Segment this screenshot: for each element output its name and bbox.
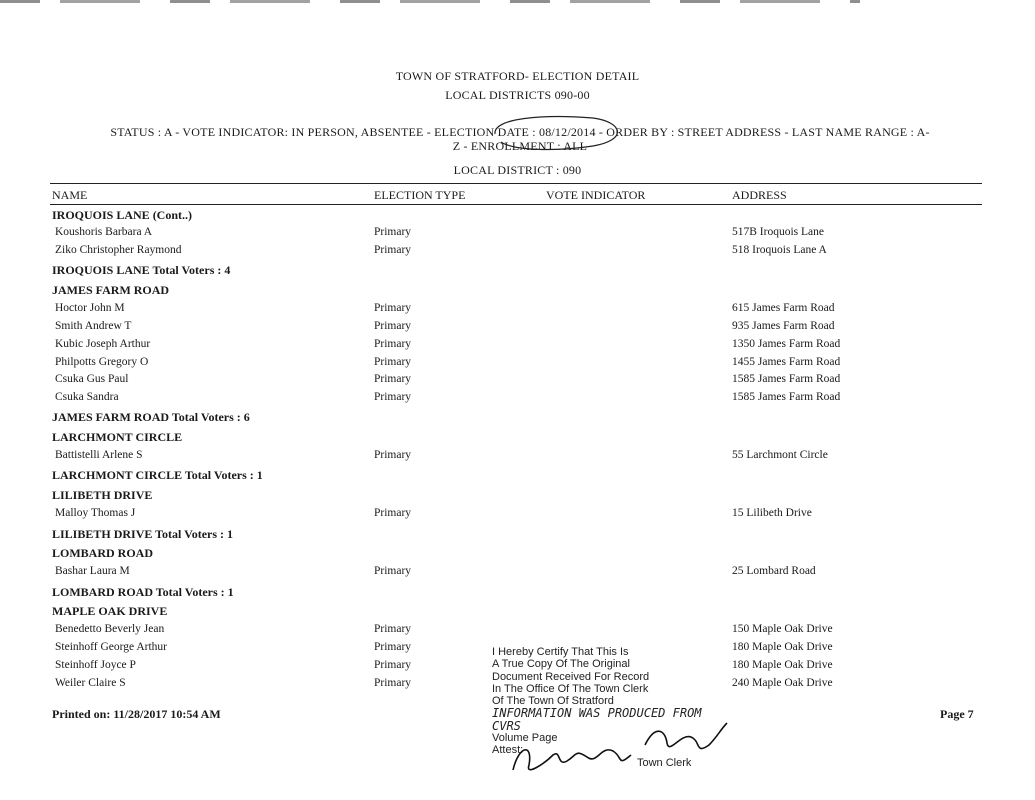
voter-address: 935 James Farm Road	[732, 320, 835, 332]
street-heading	[0, 430, 1035, 448]
table-row	[0, 391, 1035, 409]
handwritten-note: INFORMATION WAS PRODUCED FROM CVRS	[492, 706, 702, 733]
voter-name: Benedetto Beverly Jean	[55, 623, 165, 635]
voter-name: Bashar Laura M	[55, 565, 130, 577]
voter-address: 25 Lombard Road	[732, 565, 816, 577]
voter-address: 180 Maple Oak Drive	[732, 659, 833, 671]
total-voters: IROQUOIS LANE Total Voters : 4	[52, 263, 231, 277]
table-row	[0, 356, 1035, 374]
street-name: JAMES FARM ROAD	[52, 283, 170, 297]
voter-name: Weiler Claire S	[55, 677, 126, 689]
table-row	[0, 507, 1035, 525]
election-type: Primary	[374, 356, 412, 368]
voter-name: Battistelli Arlene S	[55, 449, 143, 461]
criteria-line-1: STATUS : A - VOTE INDICATOR: IN PERSON, ABSENTEE - ELECTION DATE : 08/12/2014 - ORDER BY : STREET ADDRESS - LAST NAME RANGE : A-	[110, 125, 930, 139]
table-row	[0, 244, 1035, 262]
election-type: Primary	[374, 565, 412, 577]
printed-on: Printed on: 11/28/2017 10:54 AM	[52, 707, 221, 721]
election-type: Primary	[374, 623, 412, 635]
street-name: MAPLE OAK DRIVE	[52, 604, 168, 618]
column-header-election-type: ELECTION TYPE	[374, 188, 466, 202]
stamp-line: Document Received For Record	[492, 670, 650, 683]
voter-name: Koushoris Barbara A	[55, 226, 153, 238]
table-row	[0, 449, 1035, 467]
voter-name: Csuka Gus Paul	[55, 373, 129, 385]
voter-name: Ziko Christopher Raymond	[55, 244, 182, 256]
street-name: LILIBETH DRIVE	[52, 488, 153, 502]
column-header-name: NAME	[52, 188, 88, 202]
table-row	[0, 338, 1035, 356]
total-voters: LILIBETH DRIVE Total Voters : 1	[52, 527, 234, 541]
town-clerk-label: Town Clerk	[637, 756, 692, 769]
total-voters: JAMES FARM ROAD Total Voters : 6	[52, 410, 250, 424]
voter-address: 240 Maple Oak Drive	[732, 677, 833, 689]
voter-name: Malloy Thomas J	[55, 507, 136, 519]
column-header-vote-indicator: VOTE INDICATOR	[546, 188, 646, 202]
election-type: Primary	[374, 391, 412, 403]
local-district-label: LOCAL DISTRICT : 090	[453, 163, 582, 177]
total-voters: LOMBARD ROAD Total Voters : 1	[52, 585, 234, 599]
total-voters: LARCHMONT CIRCLE Total Voters : 1	[52, 468, 263, 482]
voter-name: Hoctor John M	[55, 302, 125, 314]
voter-name: Kubic Joseph Arthur	[55, 338, 151, 350]
table-row	[0, 373, 1035, 391]
stamp-line: A True Copy Of The Original	[492, 658, 630, 671]
street-total	[0, 585, 1035, 603]
street-heading	[0, 283, 1035, 301]
header-rule-bottom	[50, 204, 982, 205]
street-total	[0, 410, 1035, 428]
voter-address: 1455 James Farm Road	[732, 356, 841, 368]
voter-address: 55 Larchmont Circle	[732, 449, 828, 461]
report-title: TOWN OF STRATFORD- ELECTION DETAIL	[395, 69, 640, 83]
election-type: Primary	[374, 244, 412, 256]
voter-address: 1585 James Farm Road	[732, 373, 841, 385]
street-total	[0, 468, 1035, 486]
street-heading	[0, 546, 1035, 564]
voter-address: 518 Iroquois Lane A	[732, 244, 827, 256]
voter-address: 517B Iroquois Lane	[732, 226, 824, 238]
stamp-line: Attest:	[492, 744, 524, 757]
street-heading	[0, 604, 1035, 622]
election-type: Primary	[374, 449, 412, 461]
election-type: Primary	[374, 302, 412, 314]
table-row	[0, 623, 1035, 641]
street-total	[0, 263, 1035, 281]
election-type: Primary	[374, 677, 412, 689]
street-name: LOMBARD ROAD	[52, 546, 153, 560]
street-heading	[0, 488, 1035, 506]
stamp-line: Of The Town Of Stratford	[492, 695, 614, 708]
table-row	[0, 565, 1035, 583]
election-type: Primary	[374, 226, 412, 238]
table-row	[0, 320, 1035, 338]
election-type: Primary	[374, 507, 412, 519]
election-type: Primary	[374, 659, 412, 671]
header-rule-top	[50, 183, 982, 184]
voter-name: Smith Andrew T	[55, 320, 132, 332]
clerk-signature	[505, 715, 735, 780]
voter-address: 615 James Farm Road	[732, 302, 835, 314]
street-name: LARCHMONT CIRCLE	[52, 430, 183, 444]
street-name: IROQUOIS LANE (Cont..)	[52, 208, 193, 222]
voter-address: 15 Lilibeth Drive	[732, 507, 812, 519]
voter-name: Steinhoff George Arthur	[55, 641, 168, 653]
election-type: Primary	[374, 338, 412, 350]
voter-address: 1585 James Farm Road	[732, 391, 841, 403]
voter-address: 1350 James Farm Road	[732, 338, 841, 350]
page-number: Page 7	[940, 707, 974, 721]
table-row	[0, 226, 1035, 244]
scan-artifact-line	[0, 0, 860, 3]
street-total	[0, 527, 1035, 545]
table-row	[0, 302, 1035, 320]
column-header-address: ADDRESS	[732, 188, 787, 202]
report-subtitle: LOCAL DISTRICTS 090-00	[445, 88, 590, 102]
election-type: Primary	[374, 320, 412, 332]
voter-address: 180 Maple Oak Drive	[732, 641, 833, 653]
street-heading	[0, 208, 1035, 226]
voter-name: Steinhoff Joyce P	[55, 659, 136, 671]
voter-address: 150 Maple Oak Drive	[732, 623, 833, 635]
election-type: Primary	[374, 641, 412, 653]
hand-drawn-circle	[483, 112, 633, 152]
voter-name: Csuka Sandra	[55, 391, 119, 403]
election-type: Primary	[374, 373, 412, 385]
voter-name: Philpotts Gregory O	[55, 356, 149, 368]
stamp-line: I Hereby Certify That This Is	[492, 646, 629, 658]
stamp-line: Volume Page	[492, 732, 558, 745]
stamp-line: In The Office Of The Town Clerk	[492, 682, 649, 695]
criteria-line-2: Z - ENROLLMENT : ALL	[452, 139, 588, 153]
